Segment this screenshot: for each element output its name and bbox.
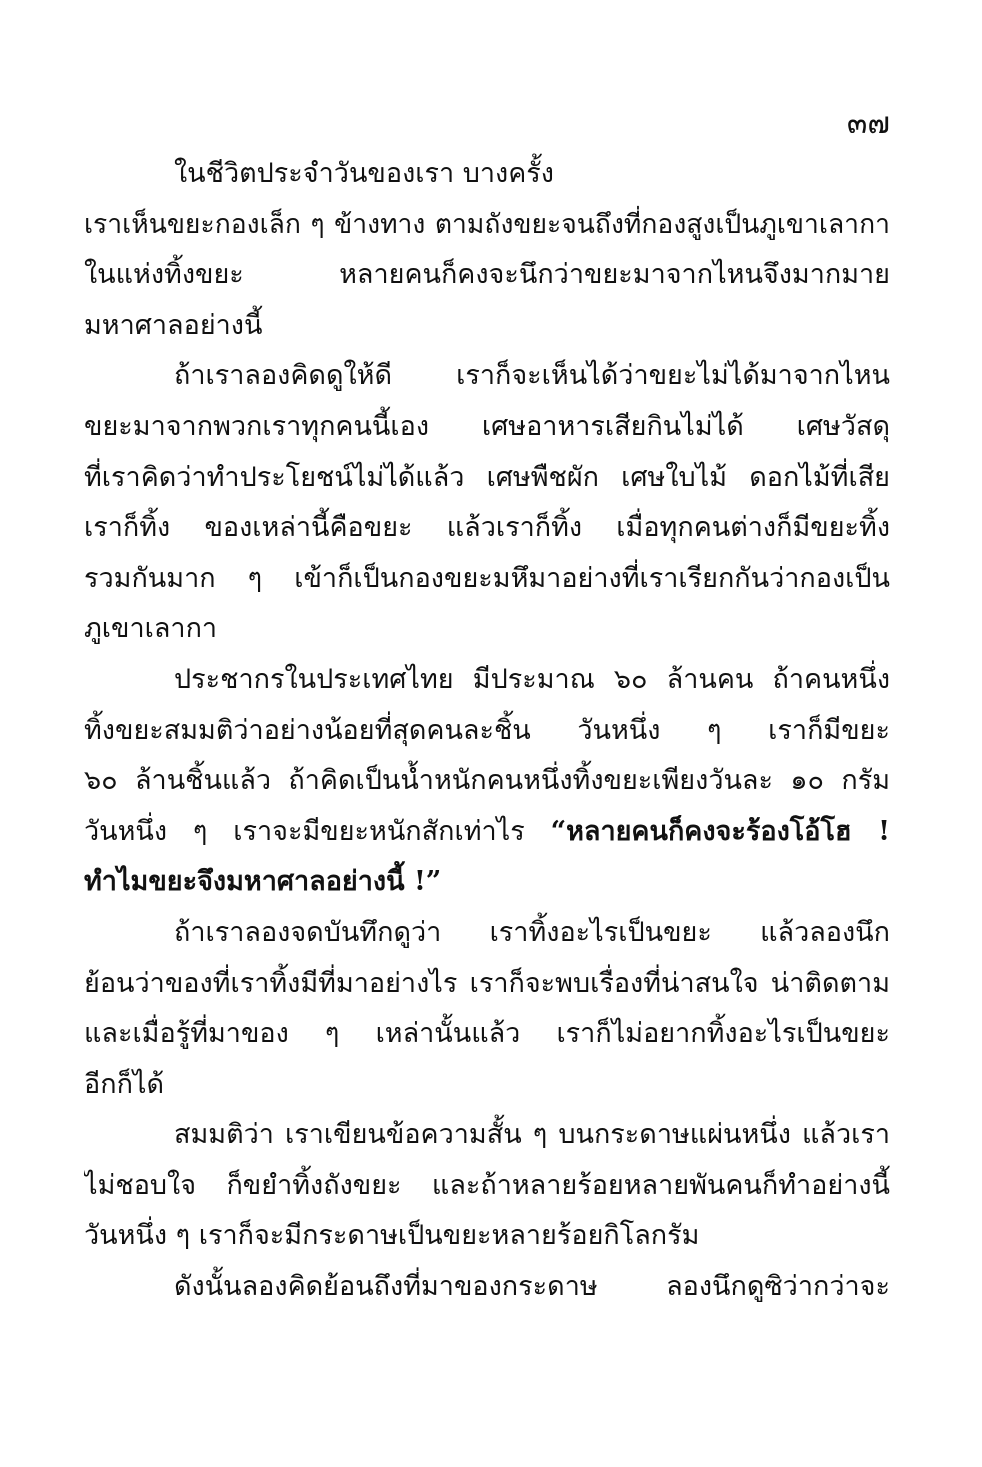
text-line: อีกก็ได้ — [84, 1068, 165, 1100]
text-line: ย้อนว่าของที่เราทิ้งมีที่มาอย่างไร เราก็จะพบเรื่องที่น่าสนใจ น่าติดตาม — [84, 967, 890, 999]
text-line: ดังนั้นลองคิดย้อนถึงที่มาของกระดาษ ลองนึกดูซิว่ากว่าจะ — [174, 1271, 890, 1303]
text-line: ภูเขาเลากา — [84, 613, 218, 645]
text-line: ๖๐ ล้านชิ้นแล้ว ถ้าคิดเป็นน้ำหนักคนหนึ่งทิ้งขยะเพียงวันละ ๑๐ กรัม — [84, 765, 890, 797]
text-line: รวมกันมาก ๆ เข้าก็เป็นกองขยะมหึมาอย่างที่เราเรียกกันว่ากองเป็น — [84, 562, 890, 594]
bold-quote: “หลายคนก็คงจะร้องโอ้โฮ ! — [550, 815, 890, 847]
text-line-with-quote — [84, 807, 890, 858]
text-line: ขยะมาจากพวกเราทุกคนนี้เอง เศษอาหารเสียกินไม่ได้ เศษวัสดุ — [84, 410, 890, 442]
text-line: ถ้าเราลองจดบันทึกดูว่า เราทิ้งอะไรเป็นขยะ แล้วลองนึก — [174, 916, 890, 948]
text-line: เราก็ทิ้ง ของเหล่านี้คือขยะ แล้วเราก็ทิ้ง เมื่อทุกคนต่างก็มีขยะทิ้ง — [84, 512, 890, 544]
text-line: ในชีวิตประจำวันของเรา บางครั้ง — [174, 158, 554, 189]
text-line: เราเห็นขยะกองเล็ก ๆ ข้างทาง ตามถังขยะจนถึงที่กองสูงเป็นภูเขาเลากา — [84, 208, 890, 240]
text-line: ทิ้งขยะสมมติว่าอย่างน้อยที่สุดคนละชิ้น วันหนึ่ง ๆ เราก็มีขยะ — [84, 714, 890, 746]
text-line: ถ้าเราลองคิดดูให้ดี เราก็จะเห็นได้ว่าขยะไม่ได้มาจากไหน — [174, 360, 890, 392]
text-line: และเมื่อรู้ที่มาของ ๆ เหล่านั้นแล้ว เราก็ไม่อยากทิ้งอะไรเป็นขยะ — [84, 1018, 890, 1050]
text-line: ที่เราคิดว่าทำประโยชน์ไม่ได้แล้ว เศษพืชผัก เศษใบไม้ ดอกไม้ที่เสีย — [84, 461, 890, 493]
text-line: ประชากรในประเทศไทย มีประมาณ ๖๐ ล้านคน ถ้าคนหนึ่ง — [174, 663, 890, 695]
text-segment: วันหนึ่ง ๆ เราจะมีขยะหนักสักเท่าไร — [84, 815, 525, 847]
text-line: วันหนึ่ง ๆ เราก็จะมีกระดาษเป็นขยะหลายร้อยกิโลกรัม — [84, 1220, 700, 1252]
bold-quote-end: ทำไมขยะจึงมหาศาลอย่างนี้ !” — [84, 866, 442, 898]
text-line: สมมติว่า เราเขียนข้อความสั้น ๆ บนกระดาษแผ่นหนึ่ง แล้วเรา — [174, 1119, 890, 1151]
text-line: ไม่ชอบใจ ก็ขยำทิ้งถังขยะ และถ้าหลายร้อยหลายพันคนก็ทำอย่างนี้ — [84, 1169, 890, 1201]
page-number: ๓๗ — [846, 106, 890, 141]
body-text — [84, 149, 890, 1313]
text-line: ในแห่งทิ้งขยะ หลายคนก็คงจะนึกว่าขยะมาจากไหนจึงมากมาย — [84, 259, 890, 291]
text-line: มหาศาลอย่างนี้ — [84, 309, 263, 341]
